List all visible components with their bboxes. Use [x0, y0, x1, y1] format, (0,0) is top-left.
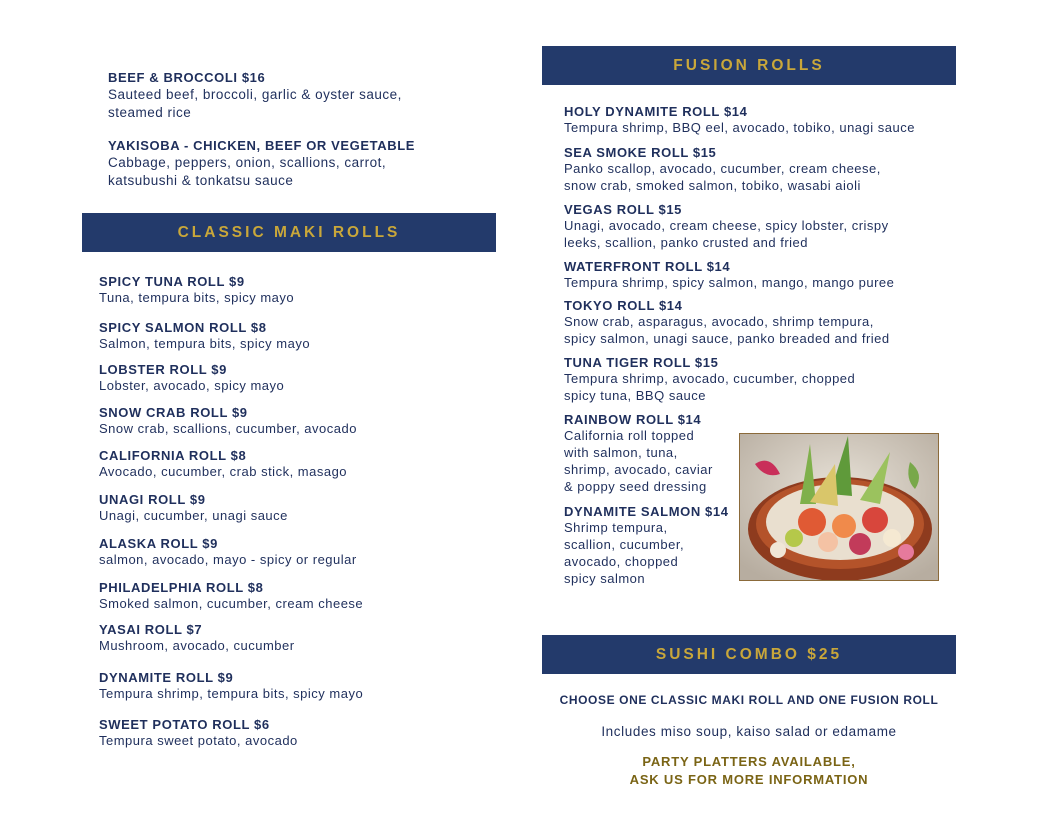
item-name: RAINBOW ROLL $14 [564, 412, 702, 427]
menu-item [564, 104, 915, 136]
menu-item [564, 298, 890, 347]
desc-line: Unagi, avocado, cream cheese, spicy lobster, crispy [564, 218, 889, 233]
item-name: WATERFRONT ROLL $14 [564, 259, 731, 274]
item-name: HOLY DYNAMITE ROLL $14 [564, 104, 748, 119]
menu-item-beef-broccoli [108, 70, 402, 122]
item-desc: salmon, avocado, mayo - spicy or regular [99, 552, 357, 567]
item-name: SWEET POTATO ROLL $6 [99, 717, 270, 732]
party-line: ASK US FOR MORE INFORMATION [629, 772, 869, 787]
item-name: DYNAMITE ROLL $9 [99, 670, 234, 685]
item-desc [108, 86, 402, 122]
item-desc: Lobster, avocado, spicy mayo [99, 378, 285, 393]
item-desc: Tempura shrimp, tempura bits, spicy mayo [99, 686, 364, 701]
item-name: YASAI ROLL $7 [99, 622, 203, 637]
menu-item [564, 259, 894, 291]
menu-item [99, 405, 357, 437]
item-name: VEGAS ROLL $15 [564, 202, 682, 217]
desc-line: snow crab, smoked salmon, tobiko, wasabi aioli [564, 178, 861, 193]
menu-item [99, 362, 284, 394]
desc-line: Sauteed beef, broccoli, garlic & oyster sauce, [108, 87, 402, 102]
desc-line: shrimp, avocado, caviar [564, 462, 713, 477]
item-name: LOBSTER ROLL $9 [99, 362, 227, 377]
item-name: SPICY SALMON ROLL $8 [99, 320, 267, 335]
sushi-platter-photo [739, 433, 939, 581]
menu-item-yakisoba [108, 138, 415, 190]
desc-line: spicy salmon [564, 571, 646, 586]
item-name: BEEF & BROCCOLI $16 [108, 70, 266, 85]
fusion-rolls-header [542, 46, 956, 85]
desc-line: & poppy seed dressing [564, 479, 707, 494]
desc-line: Tempura shrimp, spicy salmon, mango, mango puree [564, 275, 895, 290]
item-name: PHILADELPHIA ROLL $8 [99, 580, 264, 595]
desc-line: Snow crab, asparagus, avocado, shrimp tempura, [564, 314, 874, 329]
menu-item [564, 145, 881, 194]
party-platters-note [542, 753, 956, 789]
item-name: CALIFORNIA ROLL $8 [99, 448, 247, 463]
item-desc: Mushroom, avocado, cucumber [99, 638, 295, 653]
item-desc: Tempura sweet potato, avocado [99, 733, 298, 748]
combo-choose-text: CHOOSE ONE CLASSIC MAKI ROLL AND ONE FUSION ROLL [559, 693, 939, 707]
desc-line: Tempura shrimp, BBQ eel, avocado, tobiko, unagi sauce [564, 120, 915, 135]
item-name: ALASKA ROLL $9 [99, 536, 218, 551]
classic-maki-header [82, 213, 496, 252]
menu-item [99, 274, 294, 306]
menu-item [99, 448, 347, 480]
menu-item [99, 622, 295, 654]
party-line: PARTY PLATTERS AVAILABLE, [642, 754, 856, 769]
item-name: TOKYO ROLL $14 [564, 298, 683, 313]
section-title: FUSION ROLLS [673, 56, 825, 74]
item-desc [564, 119, 915, 136]
item-desc: Snow crab, scallions, cucumber, avocado [99, 421, 357, 436]
menu-item [99, 536, 357, 568]
menu-item [99, 670, 363, 702]
item-desc [564, 217, 889, 251]
desc-line: Cabbage, peppers, onion, scallions, carrot, [108, 155, 387, 170]
item-desc [564, 160, 881, 194]
item-name: DYNAMITE SALMON $14 [564, 504, 729, 519]
desc-line: Panko scallop, avocado, cucumber, cream cheese, [564, 161, 881, 176]
menu-item [99, 320, 310, 352]
item-desc [108, 154, 415, 190]
desc-line: with salmon, tuna, [564, 445, 678, 460]
item-desc: Avocado, cucumber, crab stick, masago [99, 464, 348, 479]
menu-item [564, 504, 729, 587]
menu-item [564, 412, 713, 495]
desc-line: spicy salmon, unagi sauce, panko breaded and fried [564, 331, 890, 346]
item-name: SPICY TUNA ROLL $9 [99, 274, 245, 289]
menu-item [99, 580, 363, 612]
item-desc [564, 370, 855, 404]
section-title: CLASSIC MAKI ROLLS [177, 223, 401, 241]
item-desc: Salmon, tempura bits, spicy mayo [99, 336, 311, 351]
desc-line: Shrimp tempura, [564, 520, 668, 535]
menu-item [564, 202, 889, 251]
menu-item [564, 355, 855, 404]
item-name: SEA SMOKE ROLL $15 [564, 145, 717, 160]
combo-includes-text: Includes miso soup, kaiso salad or edamame [601, 724, 897, 739]
item-desc [564, 313, 890, 347]
item-name: TUNA TIGER ROLL $15 [564, 355, 719, 370]
sushi-combo-header [542, 635, 956, 674]
item-name: UNAGI ROLL $9 [99, 492, 206, 507]
desc-line: Tempura shrimp, avocado, cucumber, chopped [564, 371, 856, 386]
desc-line: steamed rice [108, 105, 192, 120]
item-desc: Unagi, cucumber, unagi sauce [99, 508, 288, 523]
item-desc [564, 427, 713, 495]
desc-line: spicy tuna, BBQ sauce [564, 388, 707, 403]
desc-line: scallion, cucumber, [564, 537, 685, 552]
section-title: SUSHI COMBO $25 [655, 645, 843, 663]
desc-line: katsubushi & tonkatsu sauce [108, 173, 294, 188]
menu-item [99, 717, 298, 749]
item-desc: Tuna, tempura bits, spicy mayo [99, 290, 295, 305]
item-desc [564, 274, 894, 291]
item-desc: Smoked salmon, cucumber, cream cheese [99, 596, 364, 611]
item-name: YAKISOBA - CHICKEN, BEEF OR VEGETABLE [108, 138, 416, 153]
desc-line: California roll topped [564, 428, 695, 443]
item-name: SNOW CRAB ROLL $9 [99, 405, 248, 420]
desc-line: leeks, scallion, panko crusted and fried [564, 235, 809, 250]
item-desc [564, 519, 729, 587]
desc-line: avocado, chopped [564, 554, 679, 569]
menu-item [99, 492, 288, 524]
